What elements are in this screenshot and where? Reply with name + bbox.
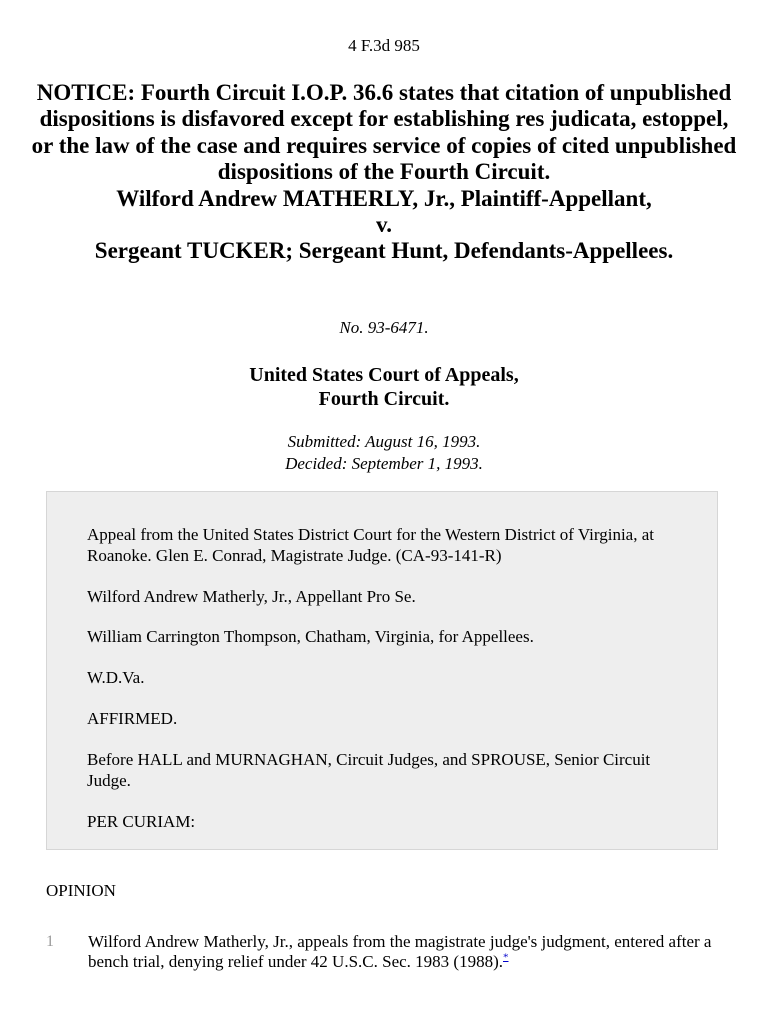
opinion-heading: OPINION — [46, 881, 116, 900]
notice-text: NOTICE: Fourth Circuit I.O.P. 36.6 states that citation of unpublished dispositions is disfavored except for establishing res judicata, estoppel, or the law of the case and requires service of copies of cited unpublished dispositions of the Fourth Circuit. — [31, 80, 737, 185]
district-abbreviation: W.D.Va. — [87, 668, 145, 687]
defendants-names: Sergeant TUCKER; Sergeant Hunt, Defendants-Appellees. — [94, 238, 674, 264]
versus-text: v. — [376, 212, 392, 238]
plaintiff-name: Wilford Andrew MATHERLY, Jr., Plaintiff-Appellant, — [116, 185, 652, 211]
submitted-date: Submitted: August 16, 1993. — [287, 432, 481, 451]
paragraph-number: 1 — [46, 933, 54, 950]
case-title — [30, 80, 738, 265]
appellee-counsel: William Carrington Thompson, Chatham, Virginia, for Appellees. — [87, 627, 534, 646]
decided-date: Decided: September 1, 1993. — [285, 454, 483, 473]
docket-number: No. 93-6471. — [339, 318, 429, 337]
appeal-origin: Appeal from the United States District Court for the Western District of Virginia, at Roanoke. Glen E. Conrad, Magistrate Judge. (CA-93-141-R) — [87, 525, 654, 565]
case-citation: 4 F.3d 985 — [348, 36, 420, 55]
opinion-paragraph-text: Wilford Andrew Matherly, Jr., appeals from the magistrate judge's judgment, entered after a bench trial, denying relief under 42 U.S.C. Sec. 1983 (1988). — [88, 932, 712, 971]
case-dates — [0, 431, 768, 475]
court-name-line-1: United States Court of Appeals, — [249, 364, 519, 386]
opinion-paragraph — [88, 932, 718, 972]
appellant-counsel: Wilford Andrew Matherly, Jr., Appellant Pro Se. — [87, 587, 416, 606]
court-name — [0, 363, 768, 411]
footnote-link[interactable]: * — [503, 951, 509, 964]
disposition: AFFIRMED. — [87, 709, 178, 728]
case-summary-box — [46, 491, 718, 850]
court-name-line-2: Fourth Circuit. — [318, 388, 450, 410]
panel-judges: Before HALL and MURNAGHAN, Circuit Judges, and SPROUSE, Senior Circuit Judge. — [87, 750, 651, 790]
per-curiam: PER CURIAM: — [87, 812, 196, 831]
